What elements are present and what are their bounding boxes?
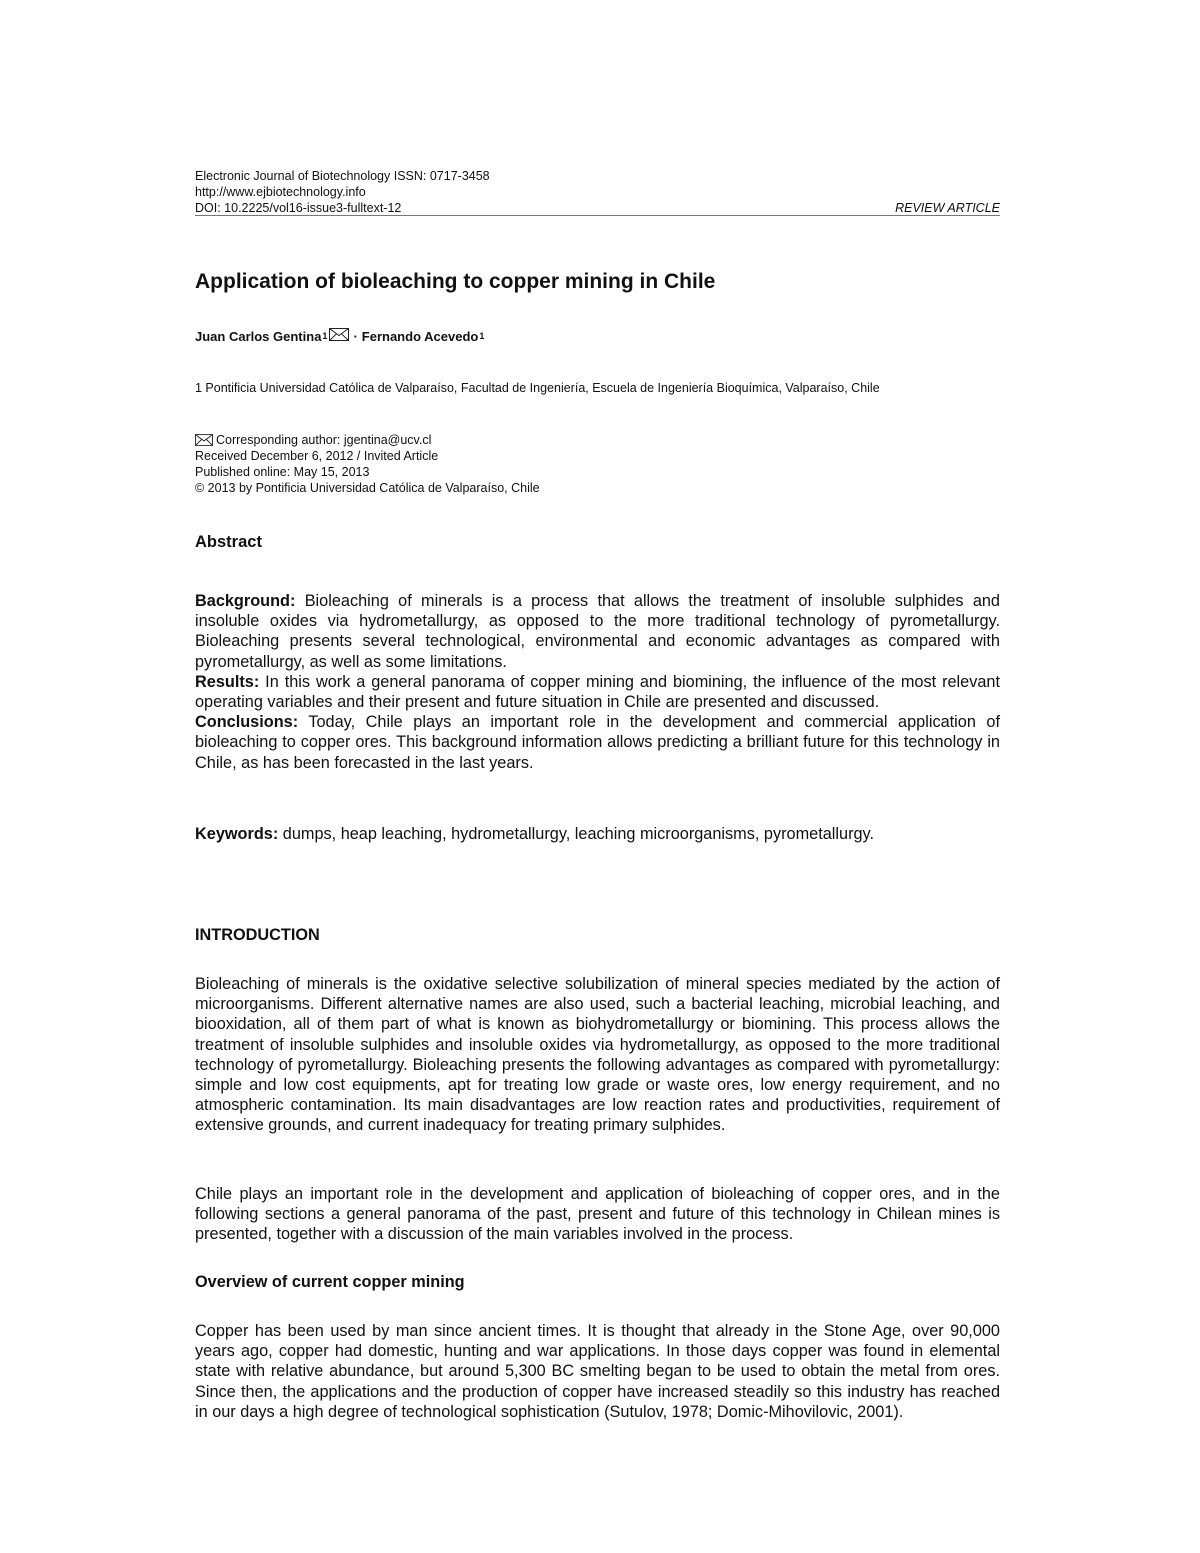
introduction-paragraph: Chile plays an important role in the development and application of bioleaching of copper ores, and in the following sections a general panorama of the past, present and future of this technology in Chilean mines is presented, together with a discussion of the main variables involved in the process. <box>195 1185 1000 1244</box>
journal-header <box>195 168 1000 216</box>
abstract-heading: Abstract <box>195 533 262 551</box>
keywords-text: dumps, heap leaching, hydrometallurgy, leaching microorganisms, pyrometallurgy. <box>278 825 875 843</box>
doi-row <box>195 200 1000 216</box>
published-date: Published online: May 15, 2013 <box>195 465 370 479</box>
conclusions-text: Today, Chile plays an important role in the development and commercial application of bioleaching to copper ores. This background information allows predicting a brilliant future for this technology in Chile, as has been forecasted in the last years. <box>195 713 1000 772</box>
envelope-icon <box>195 434 213 446</box>
article-title: Application of bioleaching to copper mining in Chile <box>195 270 716 293</box>
overview-paragraph: Copper has been used by man since ancient times. It is thought that already in the Stone Age, over 90,000 years ago, copper had domestic, hunting and war applications. In those days copper was found in elemental state with relative abundance, but around 5,300 BC smelting began to be used to obtain the metal from ores. Since then, the applications and the production of copper have increased steadily so this industry has reached in our days a high degree of technological sophistication (Sutulov, 1978; Domic-Mihovilovic, 2001). <box>195 1322 1000 1421</box>
results-label: Results: <box>195 672 260 691</box>
abstract-body <box>195 591 1000 773</box>
introduction-paragraph: Bioleaching of minerals is the oxidative selective solubilization of mineral species mediated by the action of microorganisms. Different alternative names are also used, such a bacterial leaching, microbial leaching, and biooxidation, all of them part of what is known as biohydrometallurgy or biomining. This process allows the treatment of insoluble sulphides and insoluble oxides via hydrometallurgy, as opposed to the more traditional technology of pyrometallurgy. Bioleaching presents the following advantages as compared with pyrometallurgy: simple and low cost equipments, apt for treating low grade or waste ores, low energy requirement, and no atmospheric contamination. Its main disadvantages are low reaction rates and productivities, requirement of extensive grounds, and current inadequacy for treating primary sulphides. <box>195 975 1000 1135</box>
introduction-heading: INTRODUCTION <box>195 926 320 944</box>
abstract-conclusions <box>195 712 1000 773</box>
journal-url[interactable]: http://www.ejbiotechnology.info <box>195 185 366 199</box>
header-divider <box>195 215 1000 216</box>
conclusions-label: Conclusions: <box>195 713 299 732</box>
journal-name: Electronic Journal of Biotechnology ISSN: 0717-3458 <box>195 169 490 183</box>
corresponding-author-line <box>195 432 1000 448</box>
overview-heading: Overview of current copper mining <box>195 1273 465 1291</box>
author-affiliation-mark: 1 <box>322 331 328 341</box>
author-affiliation-mark: 1 <box>479 331 485 341</box>
affiliation: 1 Pontificia Universidad Católica de Valparaíso, Facultad de Ingeniería, Escuela de Ingeniería Bioquímica, Valparaíso, Chile <box>195 381 880 395</box>
abstract-background <box>195 591 1000 672</box>
author-list <box>195 327 1000 348</box>
author-separator: · <box>353 329 358 344</box>
received-date: Received December 6, 2012 / Invited Article <box>195 449 439 463</box>
article-type: REVIEW ARTICLE <box>895 201 1000 215</box>
article-metadata <box>195 432 1000 496</box>
abstract-results <box>195 672 1000 712</box>
envelope-icon[interactable] <box>329 328 349 341</box>
background-text: Bioleaching of minerals is a process that allows the treatment of insoluble sulphides and insoluble oxides via hydrometallurgy, as opposed to the more traditional technology of pyrometallurgy. Bioleaching presents several technological, environmental and economic advantages as compared with pyrometallurgy, as well as some limitations. <box>195 592 1000 671</box>
copyright: © 2013 by Pontificia Universidad Católica de Valparaíso, Chile <box>195 481 540 495</box>
background-label: Background: <box>195 592 296 610</box>
author-name: Fernando Acevedo <box>361 329 479 344</box>
keywords <box>195 824 1000 844</box>
author-name: Juan Carlos Gentina <box>195 329 322 344</box>
results-text: In this work a general panorama of copper mining and biomining, the influence of the most relevant operating variables and their present and future situation in Chile are presented and discussed. <box>195 672 1000 712</box>
corresponding-author[interactable]: Corresponding author: jgentina@ucv.cl <box>216 433 432 447</box>
keywords-label: Keywords: <box>195 825 279 843</box>
doi[interactable]: DOI: 10.2225/vol16-issue3-fulltext-12 <box>195 201 402 215</box>
